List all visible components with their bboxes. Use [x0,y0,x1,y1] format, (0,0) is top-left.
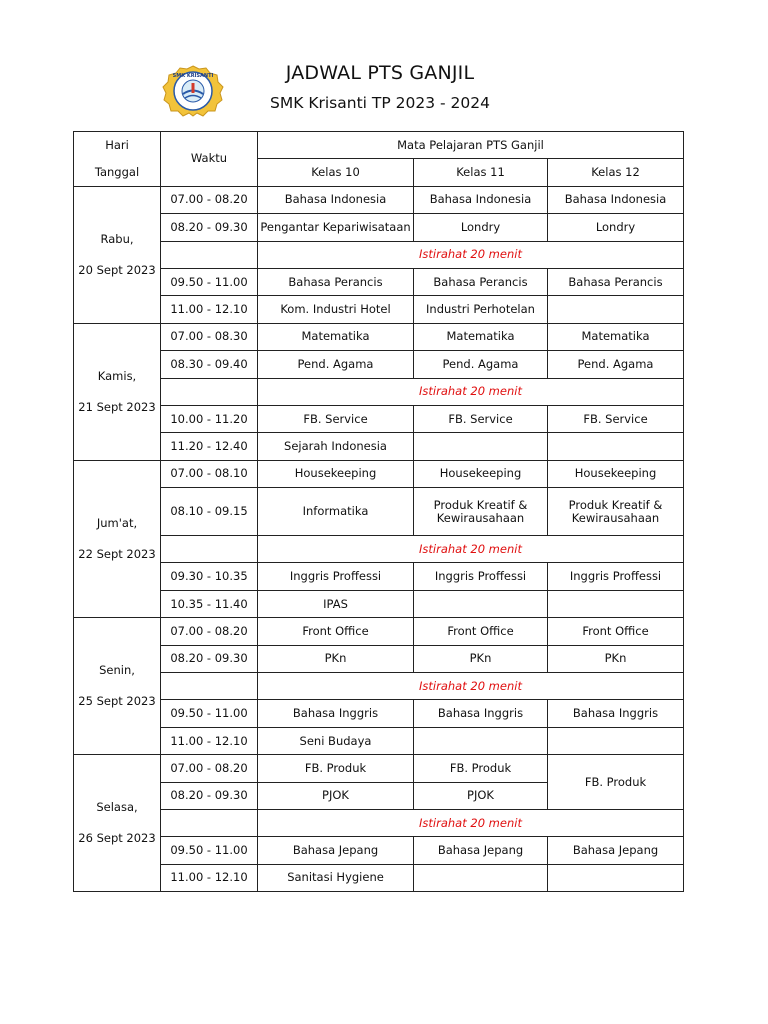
table-row [74,727,684,754]
header-kelas-11: Kelas 11 [414,159,548,186]
day-date: 22 Sept 2023 [78,546,156,561]
header-waktu: Waktu [161,132,258,187]
time-cell [161,673,258,700]
table-row [74,864,684,891]
time-cell: 11.00 - 12.10 [161,727,258,754]
time-cell: 11.00 - 12.10 [161,296,258,323]
break-row [74,809,684,836]
subject-cell-k11: Produk Kreatif & Kewirausahaan [414,488,548,536]
subject-cell-k11: Industri Perhotelan [414,296,548,323]
subject-cell-k10: Seni Budaya [258,727,414,754]
time-cell: 11.20 - 12.40 [161,433,258,460]
subject-cell-k12 [548,433,684,460]
subject-cell-k10: Pend. Agama [258,351,414,378]
subject-cell-k10: Bahasa Inggris [258,700,414,727]
time-cell: 09.30 - 10.35 [161,563,258,590]
subject-cell-k12: Housekeeping [548,460,684,487]
subject-cell-k12: Bahasa Jepang [548,837,684,864]
header-kelas-12: Kelas 12 [548,159,684,186]
table-row [74,488,684,536]
table-row [74,351,684,378]
table-row [74,405,684,432]
subject-cell-k11: PKn [414,645,548,672]
subject-cell-k11: FB. Service [414,405,548,432]
break-row [74,241,684,268]
subject-cell-k10: IPAS [258,590,414,617]
school-logo [161,65,225,117]
subject-cell-k12: Front Office [548,618,684,645]
day-name: Selasa, [96,800,138,815]
subject-cell-k10: Matematika [258,323,414,350]
subject-cell-k12 [548,590,684,617]
time-cell: 09.50 - 11.00 [161,268,258,295]
break-label: Istirahat 20 menit [258,809,684,836]
time-cell: 08.20 - 09.30 [161,645,258,672]
subject-cell-k10: PJOK [258,782,414,809]
subject-cell-k11 [414,864,548,891]
subject-cell-k11: Housekeeping [414,460,548,487]
subject-cell-k12: FB. Produk [548,755,684,810]
subject-cell-k11: Bahasa Jepang [414,837,548,864]
time-cell: 08.20 - 09.30 [161,782,258,809]
time-cell: 07.00 - 08.20 [161,186,258,213]
time-cell: 09.50 - 11.00 [161,837,258,864]
schedule-table [73,131,684,892]
break-row [74,673,684,700]
time-cell [161,241,258,268]
break-label: Istirahat 20 menit [258,673,684,700]
subject-cell-k11: FB. Produk [414,755,548,782]
subject-cell-k10: Pengantar Kepariwisataan [258,214,414,241]
table-row [74,268,684,295]
subject-cell-k12 [548,727,684,754]
table-row [74,563,684,590]
subject-cell-k12: Londry [548,214,684,241]
day-name: Senin, [99,663,135,678]
table-row [74,755,684,782]
subject-cell-k10: Bahasa Jepang [258,837,414,864]
break-label: Istirahat 20 menit [258,241,684,268]
subject-cell-k12: Bahasa Indonesia [548,186,684,213]
table-row [74,323,684,350]
subject-cell-k10: Bahasa Perancis [258,268,414,295]
subject-cell-k12: Produk Kreatif & Kewirausahaan [548,488,684,536]
subject-cell-k12: FB. Service [548,405,684,432]
subject-cell-k10: Front Office [258,618,414,645]
break-row [74,536,684,563]
logo-text: SMK KRISANTI [172,73,214,79]
day-name: Kamis, [97,368,137,383]
table-row [74,618,684,645]
time-cell [161,378,258,405]
time-cell: 09.50 - 11.00 [161,700,258,727]
subject-cell-k12: Inggris Proffessi [548,563,684,590]
subject-cell-k12: Bahasa Inggris [548,700,684,727]
subject-cell-k11: Londry [414,214,548,241]
subject-cell-k11: Matematika [414,323,548,350]
time-cell [161,536,258,563]
day-cell [74,460,161,618]
subject-cell-k12: Pend. Agama [548,351,684,378]
table-row [74,700,684,727]
subject-cell-k12: PKn [548,645,684,672]
day-cell [74,323,161,460]
page-subtitle: SMK Krisanti TP 2023 - 2024 [270,94,490,112]
subject-cell-k10: Inggris Proffessi [258,563,414,590]
time-cell: 08.20 - 09.30 [161,214,258,241]
break-label: Istirahat 20 menit [258,378,684,405]
header-tanggal: Tanggal [74,159,161,186]
day-name: Jum'at, [96,515,138,530]
day-date: 21 Sept 2023 [78,399,156,414]
time-cell [161,809,258,836]
subject-cell-k10: FB. Service [258,405,414,432]
table-row [74,590,684,617]
time-cell: 11.00 - 12.10 [161,864,258,891]
subject-cell-k11 [414,590,548,617]
time-cell: 10.35 - 11.40 [161,590,258,617]
subject-cell-k11: Bahasa Indonesia [414,186,548,213]
table-row [74,460,684,487]
subject-cell-k11: Bahasa Inggris [414,700,548,727]
day-name: Rabu, [100,231,134,246]
day-date: 20 Sept 2023 [78,262,156,277]
subject-cell-k10: Sanitasi Hygiene [258,864,414,891]
day-cell [74,186,161,323]
time-cell: 07.00 - 08.30 [161,323,258,350]
subject-cell-k11: Bahasa Perancis [414,268,548,295]
table-row [74,837,684,864]
time-cell: 08.30 - 09.40 [161,351,258,378]
table-row [74,296,684,323]
header-hari: Hari [74,132,161,159]
subject-cell-k10: PKn [258,645,414,672]
table-row [74,186,684,213]
day-cell [74,618,161,755]
time-cell: 07.00 - 08.20 [161,618,258,645]
table-row [74,645,684,672]
day-date: 26 Sept 2023 [78,831,156,846]
subject-cell-k10: Housekeeping [258,460,414,487]
subject-cell-k10: Bahasa Indonesia [258,186,414,213]
header-kelas-10: Kelas 10 [258,159,414,186]
day-date: 25 Sept 2023 [78,694,156,709]
subject-cell-k11: Inggris Proffessi [414,563,548,590]
subject-cell-k11: Front Office [414,618,548,645]
subject-cell-k10: FB. Produk [258,755,414,782]
break-row [74,378,684,405]
subject-cell-k12 [548,296,684,323]
subject-cell-k11: Pend. Agama [414,351,548,378]
subject-cell-k10: Sejarah Indonesia [258,433,414,460]
subject-cell-k10: Kom. Industri Hotel [258,296,414,323]
day-cell [74,755,161,892]
break-label: Istirahat 20 menit [258,536,684,563]
subject-cell-k12: Bahasa Perancis [548,268,684,295]
time-cell: 10.00 - 11.20 [161,405,258,432]
time-cell: 08.10 - 09.15 [161,488,258,536]
subject-cell-k11 [414,433,548,460]
subject-cell-k12 [548,864,684,891]
page-title: JADWAL PTS GANJIL [285,62,475,84]
subject-cell-k10: Informatika [258,488,414,536]
subject-cell-k12: Matematika [548,323,684,350]
time-cell: 07.00 - 08.20 [161,755,258,782]
subject-cell-k11: PJOK [414,782,548,809]
time-cell: 07.00 - 08.10 [161,460,258,487]
table-row [74,433,684,460]
subject-cell-k11 [414,727,548,754]
header-mapel: Mata Pelajaran PTS Ganjil [258,132,684,159]
table-row [74,214,684,241]
